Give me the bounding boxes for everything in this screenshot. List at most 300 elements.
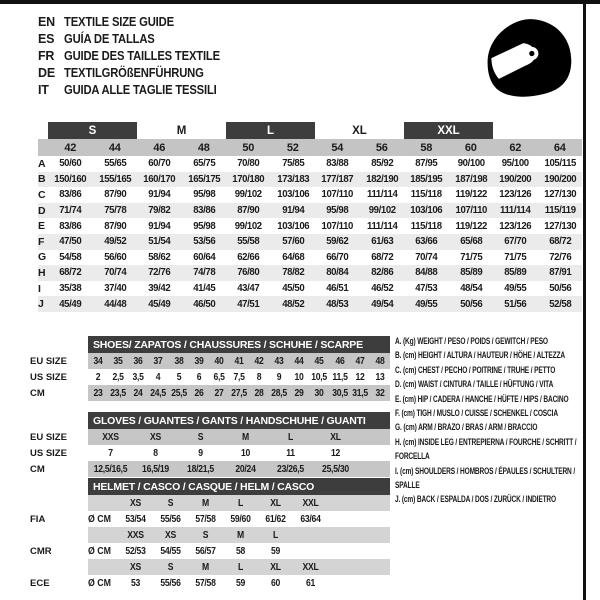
measurement-value: 105/115 [544,158,576,170]
shoe-size-value: 36 [133,355,143,367]
measurement-value: 150/160 [54,173,87,185]
shoe-size-value: 48 [375,355,385,367]
helmet-size-label: XL [270,497,281,509]
helmet-size-value: 63/64 [300,513,321,525]
row-letter: C [38,188,46,201]
textile-row-c [38,187,582,203]
measurement-value: 155/165 [98,173,131,185]
measurement-value: 70/74 [415,251,438,263]
size-group-xxl: XXL [404,122,493,139]
size-number-row [38,139,582,156]
glove-size-value: XS [150,431,161,443]
measurement-value: 177/187 [321,173,354,185]
gloves-table-title: GLOVES / GUANTES / GANTS / HANDSCHUHE / GUANTI [88,412,390,429]
row-values [88,385,390,401]
helmet-size-value: 53/54 [125,513,146,525]
measurement-value: 111/114 [366,220,397,232]
measurement-value: 99/102 [234,189,262,201]
measurement-value: 115/119 [544,205,576,217]
measurement-value: 119/122 [455,189,487,201]
language-title: TEXTILGRÖßENFÜHRUNG [64,65,204,80]
helmet-size-label: L [237,497,244,509]
helmet-ece-sizes-row [30,559,390,575]
measurement-value: 50/56 [548,283,571,295]
glove-size-value: L [287,431,294,443]
legend-item-i: I. (cm) SHOULDERS / HOMBROS / ÉPAULES / SCHULTERN / SPALLE [395,464,576,491]
glove-size-value: S [197,431,204,443]
shoe-size-value: 40 [214,355,224,367]
glove-size-value: 16,5/19 [142,463,169,475]
row-label [30,527,88,543]
shoe-size-value: 12 [355,371,365,383]
shoe-size-value: 2 [95,371,101,383]
glove-size-value: 25,5/30 [322,463,349,475]
shoe-size-value: 6,5 [213,371,225,383]
helmet-size-label: L [272,529,279,541]
glove-size-value: 8 [153,447,158,459]
helmet-size-label: M [202,497,209,509]
measurement-value: 49/55 [504,283,527,295]
measurement-value: 95/98 [192,189,215,201]
gloves-us-row [30,445,390,461]
measurement-value: 185/195 [410,173,443,185]
legend-item-c: C. (cm) CHEST / PECHO / POITRINE / TRUHE / PETTO [395,363,556,375]
standard-label: FIA [30,513,46,525]
language-code: IT [38,82,49,97]
legend-item-a: A. (Kg) WEIGHT / PESO / POIDS / GEWITCH / PESO [395,335,548,346]
shoe-size-value: 7,5 [233,371,245,383]
helmet-size-value: 54/55 [160,545,181,557]
measurement-value: 107/110 [321,189,353,201]
size-number: 54 [331,141,344,154]
glove-size-value: 23/26,5 [277,463,304,475]
size-group-l: L [226,122,315,139]
measurement-value: 127/130 [543,220,576,232]
top-border [0,0,600,4]
measurement-value: 51/54 [148,236,171,248]
glove-size-value: 20/24 [235,463,256,475]
measurement-value: 107/110 [455,205,487,217]
size-group-header [38,122,582,139]
shoe-size-value: 23 [93,387,103,399]
row-label: CM [30,463,45,475]
shoes-table-title: SHOES/ ZAPATOS / CHAUSSURES / SCHUHE / SCARPE [88,336,390,353]
size-group-m: M [176,124,187,137]
legend-item-h: H. (cm) INSIDE LEG / ENTREPIERNA / FOURCHE / SCHRITT / FORCELLA [395,435,577,462]
language-code: FR [38,48,55,63]
helmet-size-value: 61 [305,577,316,589]
legend-item-d: D. (cm) WAIST / CINTURA / TAILLE / HÜFTUNG / VITA [395,378,554,390]
row-values [88,527,390,543]
standard-label: ECE [30,577,50,589]
measurement-value: 55/58 [237,236,260,248]
shoe-size-value: 32 [375,387,385,399]
row-values [88,445,390,461]
shoe-size-value: 11,5 [332,371,348,383]
legend-item-f: F. (cm) TIGH / MUSLO / CUISSE / SCHENKEL / COSCIA [395,407,558,419]
shoe-size-value: 8 [256,371,262,383]
measurement-value: 187/198 [454,173,487,185]
gloves-size-table [30,412,390,477]
right-border [583,0,586,600]
size-number: 62 [509,141,522,154]
measurement-value: 90/100 [457,158,485,170]
measurement-value: 103/106 [276,189,309,201]
shoe-size-value: 6 [196,371,201,383]
glove-size-value: XL [330,431,341,443]
measurement-value: 45/49 [59,298,82,310]
measurement-value: 79/82 [148,205,171,217]
legend-item-e: E. (cm) HIP / CADERA / HANCHE / HÜFTE / HIPS / BACINO [395,392,569,404]
size-number: 56 [375,141,388,154]
measurement-value: 91/94 [148,189,171,201]
shoes-cm-row [30,385,390,401]
language-code: EN [38,14,55,29]
language-row [38,64,237,81]
measurement-value: 85/89 [504,267,527,279]
textile-rows [38,156,582,312]
helmet-size-value: 52/53 [125,545,146,557]
measurement-value: 59/62 [326,236,349,248]
measurement-value: 165/175 [187,173,220,185]
shoe-size-value: 46 [335,355,345,367]
language-code: DE [38,65,55,80]
measurement-value: 56/60 [103,251,126,263]
measurement-value: 55/65 [103,158,126,170]
shoe-size-value: 44 [294,355,304,367]
size-group-spacer [38,122,48,139]
size-group-xl: XL [352,124,367,137]
measurement-value: 64/68 [281,251,304,263]
helmet-size-value: 59 [270,545,281,557]
measurement-value: 45/49 [148,298,171,310]
helmet-size-value: 59/60 [230,513,251,525]
measurement-value: 71/74 [59,205,82,217]
measurement-value: 57/60 [281,236,304,248]
measurement-value: 46/51 [326,283,349,295]
textile-row-i [38,281,582,297]
measurement-value: 49/55 [415,298,438,310]
measurement-value: 66/70 [326,251,349,263]
row-values [88,559,390,575]
glove-size-value: 7 [108,447,113,459]
helmet-cmr-row [30,543,390,559]
measurement-value: 53/56 [192,236,215,248]
row-letter: E [38,220,46,233]
helmet-size-label: L [237,561,244,573]
helmet-cmr-sizes-row [30,527,390,543]
textile-row-b [38,172,582,188]
row-label: CM [30,387,45,399]
measurement-legend [395,334,584,507]
shoe-size-value: 5 [176,371,181,383]
helmet-size-value: 55/56 [160,577,181,589]
shoe-size-value: 37 [153,355,163,367]
shoe-size-value: 13 [375,371,385,383]
measurement-value: 170/180 [232,173,265,185]
shoe-size-value: 45 [314,355,325,367]
helmet-size-value: 58 [235,545,246,557]
size-number: 52 [286,141,299,154]
shoe-size-value: 10 [294,371,304,383]
language-title: GUIDA ALLE TAGLIE TESSILI [64,82,217,97]
measurement-value: 65/68 [459,236,482,248]
measurement-value: 65/75 [192,158,215,170]
row-letter: G [38,251,47,264]
helmet-size-label: XL [270,561,281,573]
row-values [88,495,390,511]
measurement-value: 78/82 [281,267,304,279]
measurement-value: 87/90 [237,205,260,217]
measurement-value: 37/40 [103,283,126,295]
measurement-value: 190/200 [543,173,576,185]
row-values [88,543,390,559]
legend-item-b: B. (cm) HEIGHT / ALTURA / HAUTEUR / HÖHE / ALTEZZA [395,349,565,361]
size-number: 42 [64,141,77,154]
helmet-size-value: 61/62 [265,513,286,525]
helmet-ece-row [30,575,390,591]
measurement-value: 107/110 [321,220,353,232]
measurement-value: 103/106 [276,220,309,232]
helmet-table-title: HELMET / CASCO / CASQUE / HELM / CASCO [88,478,390,495]
measurement-value: 190/200 [499,173,532,185]
measurement-value: 47/50 [59,236,82,248]
shoe-size-value: 43 [274,355,284,367]
measurement-value: 68/72 [370,251,393,263]
language-title: GUIDE DES TAILLES TEXTILE [64,48,220,63]
measurement-value: 80/84 [326,267,349,279]
measurement-value: 48/52 [281,298,304,310]
standard-label: CMR [30,545,52,557]
measurement-value: 123/126 [499,189,532,201]
language-row [38,81,237,98]
measurement-value: 91/94 [281,205,304,217]
language-row [38,13,237,30]
shoe-size-value: 28,5 [271,387,288,399]
measurement-value: 39/42 [148,283,171,295]
size-number: 64 [553,141,566,154]
row-letter: A [38,157,46,170]
measurement-value: 119/122 [455,220,487,232]
helmet-size-label: XS [130,561,141,573]
helmet-size-value: 60 [270,577,281,589]
size-number: 48 [197,141,210,154]
shoes-size-table [30,336,390,401]
glove-size-value: 10 [240,447,251,459]
measurement-value: 85/92 [370,158,393,170]
row-values [88,461,390,477]
measurement-value: 83/86 [59,220,82,232]
size-number: 58 [420,141,433,154]
row-letter: I [38,282,41,295]
diameter-unit: Ø CM [88,513,112,525]
measurement-value: 99/102 [368,205,396,217]
measurement-value: 87/95 [415,158,438,170]
helmet-size-label: XXL [302,497,319,509]
glove-size-value: 12 [330,447,341,459]
row-label [30,495,88,511]
helmet-size-label: M [237,529,244,541]
measurement-value: 115/118 [410,189,442,201]
measurement-value: 160/170 [143,173,176,185]
row-letter: H [38,266,46,279]
measurement-value: 111/114 [366,189,397,201]
measurement-value: 70/74 [103,267,126,279]
helmet-size-label: XXL [302,561,319,573]
measurement-value: 76/80 [237,267,260,279]
shoe-size-value: 27 [214,387,224,399]
helmet-size-label: XXS [127,529,144,541]
diameter-unit: Ø CM [88,577,112,589]
helmet-size-value: 57/58 [195,513,216,525]
measurement-value: 46/52 [370,283,393,295]
measurement-value: 46/50 [192,298,215,310]
measurement-value: 99/102 [234,220,262,232]
measurement-value: 111/114 [500,205,531,217]
measurement-value: 47/53 [415,283,438,295]
shoe-size-value: 2,5 [112,371,124,383]
measurement-value: 95/100 [501,158,529,170]
glove-size-value: 18/21,5 [187,463,214,475]
language-row [38,47,237,64]
measurement-value: 83/86 [59,189,82,201]
measurement-value: 72/76 [548,251,571,263]
helmet-size-label: XS [165,529,176,541]
gloves-eu-row [30,429,390,445]
language-title: GUÍA DE TALLAS [64,31,155,46]
measurement-value: 45/50 [281,283,304,295]
shoe-size-value: 24 [133,387,143,399]
helmet-size-label: XS [130,497,141,509]
size-number: 44 [108,141,121,154]
measurement-value: 48/53 [326,298,349,310]
measurement-value: 87/91 [548,267,571,279]
language-row [38,30,237,47]
shoe-size-value: 29 [294,387,304,399]
helmet-size-label: S [167,497,174,509]
shoe-size-value: 42 [254,355,264,367]
helmet-size-label: S [202,529,209,541]
row-letter: J [38,298,44,311]
measurement-value: 51/56 [504,298,527,310]
row-label: US SIZE [30,447,67,459]
measurement-value: 91/94 [148,220,171,232]
measurement-value: 41/45 [192,283,215,295]
row-values [88,369,390,385]
measurement-value: 54/58 [59,251,82,263]
glove-size-value: 9 [198,447,203,459]
measurement-value: 85/89 [459,267,482,279]
helmet-size-table [30,478,390,591]
shoe-size-value: 25,5 [170,387,187,399]
measurement-value: 83/88 [326,158,349,170]
shoe-size-value: 9 [276,371,282,383]
shoe-size-value: 47 [355,355,365,367]
language-title: TEXTILE SIZE GUIDE [64,14,174,29]
shoe-size-value: 35 [113,355,123,367]
row-label: EU SIZE [30,431,67,443]
shoe-size-value: 39 [194,355,204,367]
textile-row-a [38,156,582,172]
glove-size-value: M [242,431,249,443]
measurement-value: 44/48 [103,298,126,310]
measurement-value: 49/54 [370,298,393,310]
measurement-value: 61/63 [370,236,393,248]
helmet-icon [482,14,576,108]
language-code: ES [38,31,55,46]
row-letter: B [38,173,46,186]
row-letter: D [38,204,46,217]
measurement-value: 182/190 [365,173,398,185]
measurement-value: 60/70 [148,158,171,170]
shoe-size-value: 38 [174,355,184,367]
measurement-value: 127/130 [543,189,576,201]
shoe-size-value: 28 [254,387,264,399]
textile-size-table [38,122,582,312]
row-values [88,511,390,527]
measurement-value: 50/60 [59,158,82,170]
measurement-value: 35/38 [59,283,82,295]
measurement-value: 95/98 [192,220,215,232]
size-group-s: S [48,122,137,139]
legend-item-j: J. (cm) BACK / ESPALDA / DOS / ZURÜCK / INDIETRO [395,493,556,505]
row-values [88,353,390,369]
measurement-value: 103/106 [410,205,443,217]
measurement-value: 115/118 [410,220,442,232]
measurement-value: 82/86 [370,267,393,279]
shoe-size-value: 31,5 [351,387,368,399]
textile-row-j [38,296,582,312]
helmet-size-value: 57/58 [195,577,216,589]
size-number: 46 [153,141,166,154]
row-values [88,429,390,445]
shoe-size-value: 41 [234,355,244,367]
helmet-size-label: S [167,561,174,573]
shoe-size-value: 26 [194,387,204,399]
shoe-size-value: 3,5 [132,371,144,383]
shoe-size-value: 10,5 [311,371,328,383]
row-label: US SIZE [30,371,67,383]
helmet-size-label: M [202,561,209,573]
helmet-fia-sizes-row [30,495,390,511]
measurement-value: 47/51 [237,298,260,310]
measurement-value: 87/90 [103,220,126,232]
glove-size-value: 11 [286,447,295,459]
measurement-value: 49/52 [103,236,126,248]
helmet-size-value: 59 [235,577,246,589]
helmet-size-value: 53 [130,577,141,589]
measurement-value: 70/80 [237,158,260,170]
measurement-value: 75/78 [103,205,126,217]
textile-row-g [38,250,582,266]
measurement-value: 43/47 [237,283,260,295]
measurement-value: 71/75 [459,251,482,263]
textile-row-f [38,234,582,250]
shoe-size-value: 34 [93,355,103,367]
measurement-value: 74/78 [192,267,215,279]
row-label: EU SIZE [30,355,67,367]
row-letter: F [38,235,45,248]
measurement-value: 67/70 [504,236,527,248]
shoe-size-value: 27,5 [231,387,247,399]
measurement-value: 62/66 [237,251,260,263]
row-label [30,559,88,575]
legend-item-g: G. (cm) ARM / BRAZO / BRAS / ARM / BRACCIO [395,421,538,433]
row-values [88,575,390,591]
size-number: 60 [464,141,477,154]
size-number: 50 [242,141,255,154]
helmet-size-value: 56/57 [195,545,216,557]
